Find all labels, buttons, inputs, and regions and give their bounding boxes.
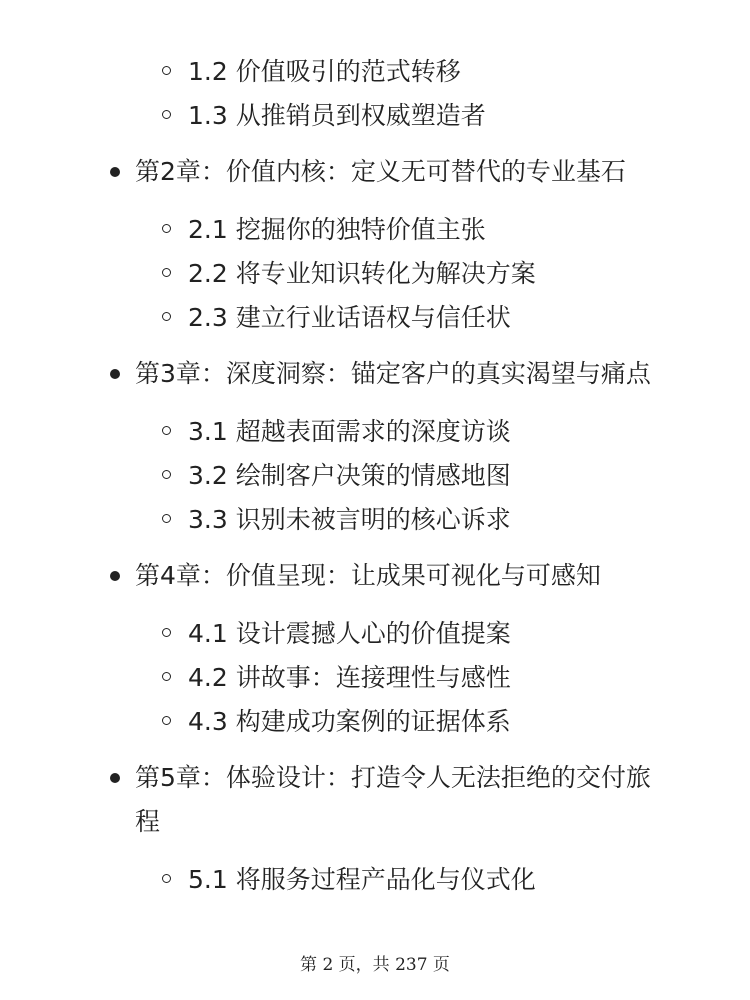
table-of-contents <box>0 50 750 902</box>
filled-bullet-icon <box>110 369 120 379</box>
toc-section-2-1 <box>0 208 750 252</box>
section-title: 4.2 讲故事：连接理性与感性 <box>188 663 511 692</box>
chapter-title: 第4章：价值呈现：让成果可视化与可感知 <box>135 561 601 590</box>
hollow-bullet-icon <box>162 514 171 523</box>
section-title: 3.2 绘制客户决策的情感地图 <box>188 461 511 490</box>
section-title: 2.3 建立行业话语权与信任状 <box>188 303 511 332</box>
hollow-bullet-icon <box>162 628 171 637</box>
hollow-bullet-icon <box>162 268 171 277</box>
section-title: 4.1 设计震撼人心的价值提案 <box>188 619 511 648</box>
section-title: 1.3 从推销员到权威塑造者 <box>188 101 486 130</box>
chapter-title: 第3章：深度洞察：锚定客户的真实渴望与痛点 <box>135 359 651 388</box>
page-number-footer: 第 2 页，共 237 页 <box>300 955 450 975</box>
chapter-title: 第5章：体验设计：打造令人无法拒绝的交付旅程 <box>135 763 651 836</box>
toc-chapter-4 <box>0 554 750 598</box>
hollow-bullet-icon <box>162 66 171 75</box>
toc-section-3-2 <box>0 454 750 498</box>
hollow-bullet-icon <box>162 110 171 119</box>
hollow-bullet-icon <box>162 874 171 883</box>
hollow-bullet-icon <box>162 470 171 479</box>
toc-section-4-1 <box>0 612 750 656</box>
toc-chapter-2 <box>0 150 750 194</box>
section-title: 2.1 挖掘你的独特价值主张 <box>188 215 486 244</box>
toc-section-3-3 <box>0 498 750 542</box>
hollow-bullet-icon <box>162 672 171 681</box>
toc-section-2-2 <box>0 252 750 296</box>
toc-section-4-3 <box>0 700 750 744</box>
toc-section-5-1 <box>0 858 750 902</box>
section-title: 2.2 将专业知识转化为解决方案 <box>188 259 536 288</box>
toc-section-2-3 <box>0 296 750 340</box>
hollow-bullet-icon <box>162 716 171 725</box>
toc-section-3-1 <box>0 410 750 454</box>
filled-bullet-icon <box>110 773 120 783</box>
filled-bullet-icon <box>110 571 120 581</box>
section-title: 3.1 超越表面需求的深度访谈 <box>188 417 511 446</box>
toc-section-4-2 <box>0 656 750 700</box>
filled-bullet-icon <box>110 167 120 177</box>
hollow-bullet-icon <box>162 224 171 233</box>
hollow-bullet-icon <box>162 426 171 435</box>
toc-section-1-3 <box>0 94 750 138</box>
section-title: 5.1 将服务过程产品化与仪式化 <box>188 865 536 894</box>
chapter-title: 第2章：价值内核：定义无可替代的专业基石 <box>135 157 626 186</box>
section-title: 4.3 构建成功案例的证据体系 <box>188 707 511 736</box>
toc-chapter-3 <box>0 352 750 396</box>
section-title: 1.2 价值吸引的范式转移 <box>188 57 461 86</box>
toc-chapter-5 <box>0 756 750 844</box>
toc-section-1-2 <box>0 50 750 94</box>
hollow-bullet-icon <box>162 312 171 321</box>
section-title: 3.3 识别未被言明的核心诉求 <box>188 505 511 534</box>
